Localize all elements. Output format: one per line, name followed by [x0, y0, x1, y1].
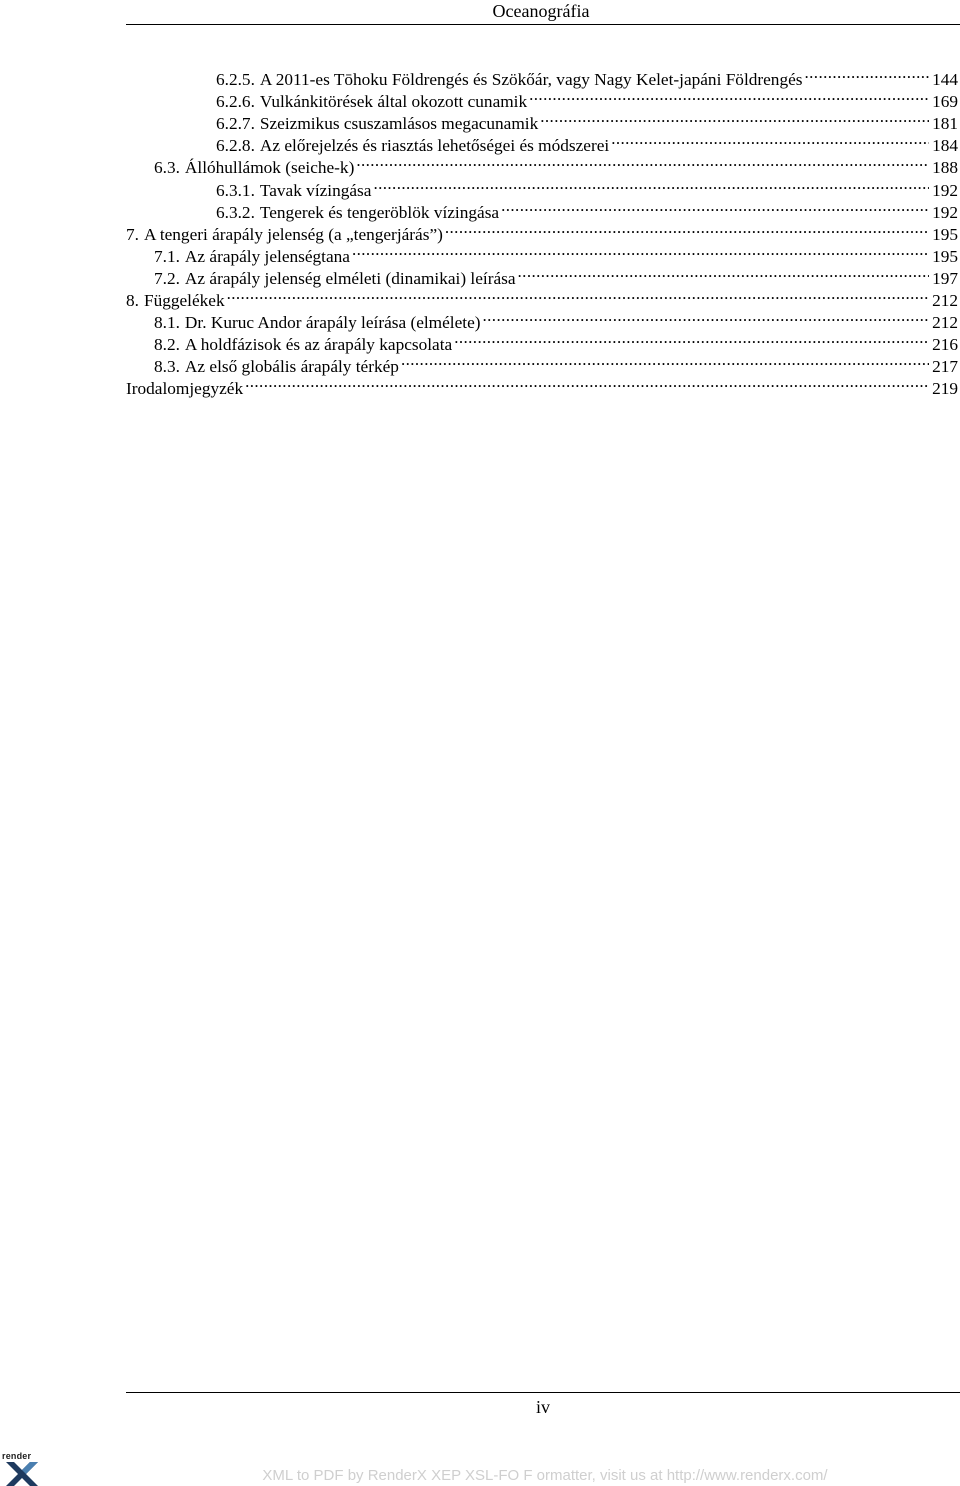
- toc-entry[interactable]: [216, 196, 958, 222]
- toc-entry-leader: [805, 63, 930, 85]
- toc-entry-title: A 2011-es Tōhoku Földrengés és Szökőár, vagy Nagy Kelet-japáni Földrengés: [259, 70, 803, 89]
- toc-entry-title: Az árapály jelenség elméleti (dinamikai) leírása: [184, 268, 516, 288]
- toc-entry-leader: [356, 151, 929, 173]
- toc-entry-number: 6.3.2.: [216, 202, 255, 222]
- toc-entry-page: 216: [932, 335, 958, 355]
- footer-divider: [126, 1392, 960, 1393]
- toc-entry-page: 195: [932, 224, 958, 244]
- toc-entry-page: 192: [932, 180, 958, 200]
- toc-entry-number: 6.2.6.: [216, 92, 255, 112]
- toc-entry[interactable]: [216, 85, 958, 112]
- toc-entry-leader: [529, 85, 929, 107]
- toc-entry-leader: [401, 350, 929, 372]
- toc-entry-page: 195: [932, 246, 958, 266]
- toc-entry-title: Szeizmikus csuszamlásos megacunamik: [259, 114, 539, 134]
- toc-entry-number: 7.: [126, 224, 139, 244]
- toc-entry-leader: [483, 306, 930, 328]
- toc-entry-leader: [540, 107, 929, 129]
- toc-entry-page: 212: [932, 313, 958, 333]
- toc-entry-title: Az árapály jelenségtana: [184, 246, 350, 266]
- renderx-link[interactable]: http://www.renderx.com/: [666, 1467, 828, 1484]
- toc-entry[interactable]: [154, 262, 958, 288]
- toc-entry[interactable]: [216, 129, 958, 156]
- toc-entry[interactable]: [216, 107, 958, 134]
- running-header-title: Oceanográfia: [492, 1, 590, 21]
- page-number: iv: [535, 1397, 550, 1417]
- toc-entry-number: 7.1.: [154, 246, 180, 266]
- toc-entry-page: 169: [932, 92, 958, 112]
- toc-entry[interactable]: [216, 63, 958, 89]
- toc-entry[interactable]: [154, 328, 958, 355]
- toc-entry-page: 217: [932, 357, 958, 377]
- toc-entry-number: 6.3.1.: [216, 180, 255, 200]
- toc-entry-title: Tengerek és tengeröblök vízingása: [259, 202, 500, 222]
- toc-entry-number: 6.2.7.: [216, 114, 255, 134]
- toc-entry-leader: [501, 196, 929, 218]
- toc-entry-leader: [454, 328, 929, 350]
- toc-entry-title: Állóhullámok (seiche-k): [184, 158, 355, 178]
- toc-entry-number: 6.2.8.: [216, 136, 255, 156]
- toc-entry-number: 8.: [126, 291, 139, 310]
- toc-entry-leader: [611, 129, 929, 151]
- toc-entry-title: Tavak vízingása: [259, 180, 372, 200]
- toc-entry-leader: [227, 284, 929, 306]
- toc-entry[interactable]: [126, 372, 958, 399]
- toc-entry-number: 7.2.: [154, 268, 180, 288]
- toc-entry-title: Irodalomjegyzék: [126, 379, 244, 399]
- toc-entry[interactable]: [126, 284, 958, 310]
- toc-entry-page: 184: [932, 136, 958, 156]
- toc-entry-leader: [518, 262, 930, 284]
- toc-entry-number: 8.2.: [154, 335, 180, 355]
- toc-entry-leader: [245, 372, 929, 394]
- toc-entry-title: Dr. Kuruc Andor árapály leírása (elmélete): [184, 313, 481, 333]
- toc-entry-title: A tengeri árapály jelenség (a „tengerjárás”): [143, 224, 443, 244]
- toc-entry[interactable]: [154, 306, 958, 333]
- toc-entry-page: 197: [932, 268, 958, 288]
- toc-entry[interactable]: [126, 218, 958, 244]
- toc-entry-title: Függelékek: [143, 291, 225, 310]
- toc-entry-number: 6.2.5.: [216, 70, 255, 89]
- toc-entry-number: 6.3.: [154, 158, 180, 178]
- header-divider: [126, 24, 960, 25]
- toc-entry-page: 188: [932, 158, 958, 178]
- toc-entry-leader: [445, 218, 929, 240]
- toc-entry-page: 219: [932, 379, 958, 399]
- toc-entry-page: 192: [932, 202, 958, 222]
- toc-entry[interactable]: [216, 174, 958, 200]
- toc-entry-number: 8.3.: [154, 357, 180, 377]
- toc-entry-number: 8.1.: [154, 313, 180, 333]
- toc-entry[interactable]: [154, 350, 958, 377]
- watermark-text: XML to PDF by RenderX XEP XSL-FO F ormatter, visit us at: [262, 1467, 667, 1484]
- toc-entry-leader: [373, 174, 929, 196]
- toc-entry-page: 212: [932, 291, 958, 310]
- toc-entry-page: 181: [932, 114, 958, 134]
- toc-entry-leader: [352, 240, 929, 262]
- toc-entry-title: Az első globális árapály térkép: [184, 357, 399, 377]
- toc-entry-title: A holdfázisok és az árapály kapcsolata: [184, 335, 453, 355]
- toc-entry-title: Vulkánkitörések által okozott cunamik: [259, 92, 528, 112]
- toc-entry[interactable]: [154, 151, 958, 178]
- toc-entry-title: Az előrejelzés és riasztás lehetőségei és módszerei: [259, 136, 610, 156]
- renderx-watermark: [0, 1467, 960, 1484]
- toc-entry[interactable]: [154, 240, 958, 266]
- toc-entry-page: 144: [932, 70, 958, 89]
- renderx-logo-text: render: [2, 1451, 32, 1461]
